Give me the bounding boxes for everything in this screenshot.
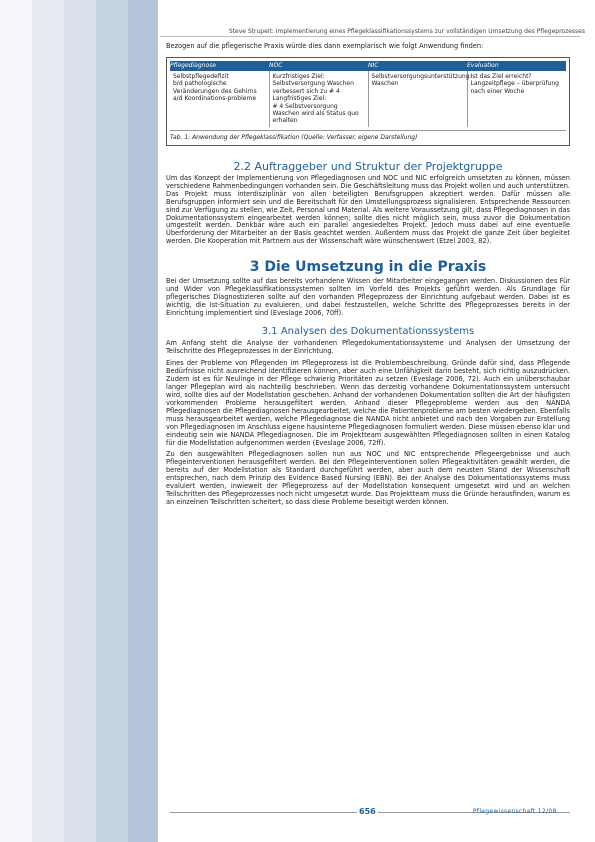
intro-paragraph: Bezogen auf die pflegerische Praxis würde dies dann exemplarisch wie folgt Anwendung finden: bbox=[166, 42, 484, 50]
cell-line: # 4 Selbstversorgung Waschen wird als Status quo erhalten bbox=[272, 102, 359, 125]
paragraph-3-1-c: Zu den ausgewählten Pflegediagnosen sollen nun aus NOC und NIC entsprechende Pflegeergebnisse und auch Pflegeinterventionen herausgefiltert werden. Bei den Pflegeinterventionen sollen Pflegeaktivitäten gewählt werden, die bereits auf der Modellstation als Standard durchgeführt werden, aber auch dem neusten Stand der Wissenschaft entsprechen, nach dem Prinzip des Evidence Based Nursing (EBN). Bei der Analyse des Dokumentationssystems muss evaluiert werden, inwieweit der Pflegeprozess auf der Modellstation konsequent umgesetzt wird und an welchen Teilschritten des Pflegeprozesses noch nicht umgesetzt wurde. Das Projektteam muss die Gründe herausfinden, warum es an einzelnen Teilschritten scheitert, so dass diese Probleme beseitigt werden können. bbox=[166, 450, 570, 507]
header-rule bbox=[160, 36, 580, 37]
cell-line: Kurzfristiges Ziel: bbox=[272, 72, 325, 80]
cell-line: Waschen bbox=[371, 80, 399, 88]
margin-stripe-4 bbox=[96, 0, 128, 842]
header-evaluation: Evaluation bbox=[467, 61, 566, 71]
cell-line: Selbstversorgungsunterstützung: bbox=[371, 72, 472, 80]
cell-line: Langzeitpflege – überprüfung nach einer Woche bbox=[470, 80, 559, 95]
running-header: Steve Strupeit: Implementierung eines Pflegeklassifikationssystems zur vollständigen Umsetzung des Pflegeprozesses bbox=[228, 28, 585, 35]
classification-table-box bbox=[166, 57, 570, 146]
cell-line: Ist das Ziel erreicht? bbox=[470, 72, 532, 80]
heading-3-1: 3.1 Analysen des Dokumentationssystems bbox=[261, 326, 475, 338]
header-nic: NIC bbox=[368, 61, 467, 71]
cell-line: a/d Koordinations-probleme bbox=[173, 95, 257, 103]
classification-table bbox=[170, 61, 566, 127]
cell-pflegediagnose bbox=[170, 71, 269, 127]
paragraph-3-1-b: Eines der Probleme von Pflegenden im Pflegeprozess ist die Problembeschreibung. Gründe dafür sind, dass Pflegende Bedürfnisse nicht ausreichend identifizieren können, aber auch eine Unfähigkeit darin besteht, sich richtig auszudrücken. Zudem ist es für Neulinge in der Pflege schwierig Prioritäten zu setzen (Eveslage 2006, 72). Auch ein unüberschaubar langer Pflegeplan wird als nachteilig beschrieben. Wenn das derzeitig vorhandene Dokumentationssystem untersucht wird, sollte dies auf der Modellstation geschehen. Anhand der vorhandenen Dokumentation sollten die Art der häufigsten vorkommenden Probleme herausgefiltert werden. Anhand dieser Pflegeprobleme werden aus den NANDA Pflegediagnosen die Pflegediagnosen herausgearbeitet, welche die Patientenprobleme am besten wiedergeben. Ebenfalls muss herausgearbeitet werden, welche Pflegediagnose die NANDA nicht anbietet und nach den Vorgaben zur Erstellung von Pflegediagnosen im Anschluss eigene hausinterne Pflegediagnosen formuliert werden. Diese müssen ebenso klar und eindeutig sein wie NANDA Pflegediagnosen. Die im Projektteam ausgewählten Pflegediagnosen sollten in einen Katalog für die Modellstation aufgenommen werden (Eveslage 2006, 72ff). bbox=[166, 359, 570, 447]
cell-line: b/d pathologische Veränderungen des Gehirns bbox=[173, 80, 257, 95]
page-number: 656 bbox=[359, 807, 376, 816]
margin-stripe-3 bbox=[64, 0, 96, 842]
heading-3: 3 Die Umsetzung in die Praxis bbox=[249, 259, 487, 276]
cell-line: Langfristiges Ziel: bbox=[272, 95, 327, 103]
cell-line: Selbstpflegedefizit bbox=[173, 72, 229, 80]
margin-stripe-2 bbox=[32, 0, 64, 842]
paragraph-3-1-a: Am Anfang steht die Analyse der vorhandenen Pflegedokumentationssysteme und Analysen der Umsetzung der Teilschritte des Pflegeprozesses in der Einrichtung. bbox=[166, 339, 570, 356]
cell-line: Selbstversorgung Waschen verbessert sich zu # 4 bbox=[272, 80, 354, 95]
header-noc: NOC bbox=[269, 61, 368, 71]
cell-noc bbox=[269, 71, 368, 127]
paragraph-2-2: Um das Konzept der Implementierung von Pflegediagnosen und NOC und NIC erfolgreich umsetzten zu können, müssen verschiedene Rahmenbedingungen vorhanden sein. Die Geschäftsleitung muss das Projekt wollen und auch unterstützen. Das Projekt muss interdisziplinär von allen beteiligten Berufsgruppen akzeptiert werden. Dafür müssen alle Berufsgruppen informiert sein und die Bereitschaft für den Umstellungsprozess signalisieren. Entsprechende Ressourcen sind zur Verfügung zu stellen, wie Zeit, Personal und Material. Als weitere Voraussetzung gilt, dass Pflegediagnosen in das Dokumentationssystem eingearbeitet werden können; sollte dies nicht möglich sein, muss zuvor die Dokumentation umgestellt werden. Denkbar wäre auch ein parallel angesiedeltes Projekt. Jedoch muss dabei auf eine eventuelle Überforderung der Mitarbeiter an der Basis geachtet werden. Außerdem muss das Projekt die ganze Zeit über begleitet werden. Die Kooperation mit Partnern aus der Wissenschaft wäre wünschenswert (Etzel 2003, 82). bbox=[166, 173, 570, 246]
cell-evaluation bbox=[467, 71, 566, 127]
margin-stripe-5 bbox=[128, 0, 158, 842]
heading-2-2: 2.2 Auftraggeber und Struktur der Projektgruppe bbox=[233, 159, 503, 173]
paragraph-3: Bei der Umsetzung sollte auf das bereits vorhandene Wissen der Mitarbeiter eingegangen werden. Diskussionen des Für und Wider von Pflegeklassifikationssystemen sollten im Vorfeld des Projekts geführt werden. Als Grundlage für pflegerisches Diagnostizieren sollte auf den vorhanden Pflegeprozess der Einrichtung aufgebaut werden. Dabei ist es wichtig, die Ist-Situation zu evaluieren, und dabei festzustellen, welche Schritte des Pflegeprozesses bereits in der Einrichtung implementiert sind (Eveslage 2006, 70ff). bbox=[166, 277, 570, 318]
header-pflegediagnose: Pflegediagnose bbox=[170, 61, 269, 71]
margin-stripe-1 bbox=[0, 0, 32, 842]
cell-nic bbox=[368, 71, 472, 127]
journal-name: Pflegewissenschaft 12/08 bbox=[473, 808, 557, 815]
page-content bbox=[166, 43, 570, 507]
table-caption: Tab. 1: Anwendung der Pflegeklassifikation (Quelle: Verfasser, eigene Darstellung) bbox=[170, 130, 566, 142]
